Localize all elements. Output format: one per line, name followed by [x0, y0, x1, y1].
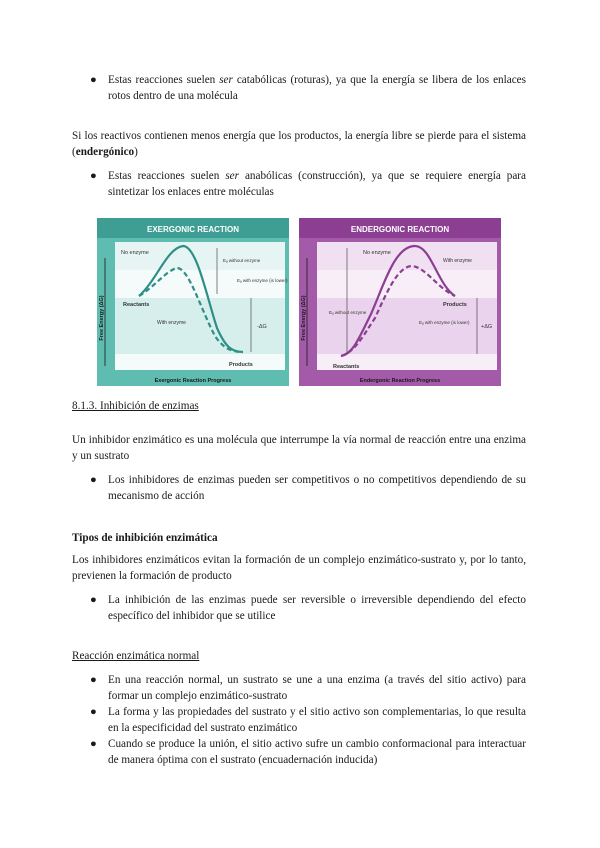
- bullet-marker: ●: [90, 738, 97, 750]
- exergonic-y-label: Free Energy (ΔG): [99, 295, 105, 341]
- text-run: ): [134, 146, 138, 158]
- exergonic-band-top: [115, 242, 285, 270]
- with-enzyme-line: With enzyme: [157, 320, 186, 326]
- endergonic-panel: [299, 218, 501, 386]
- list-item: [90, 704, 526, 736]
- exergonic-with-enzyme-label: [157, 320, 186, 326]
- endergonic-ea-without-label: Eₐ without enzyme: [329, 310, 367, 315]
- emphasis-text: ser: [225, 170, 239, 182]
- bullet-marker: ●: [90, 594, 97, 606]
- endergonic-title: ENDERGONIC REACTION: [350, 225, 450, 234]
- exergonic-delta-g: -ΔG: [257, 324, 267, 330]
- exergonic-ea-with-label: Eₐ with enzyme (is lower): [237, 278, 288, 283]
- text-run: catabólicas (roturas), ya que la energía se libera de los enlaces rotos dentro de una molécula: [108, 74, 526, 102]
- exergonic-no-enzyme-label: No enzyme: [121, 250, 149, 256]
- list-item: [90, 168, 526, 200]
- bullet-marker: ●: [90, 674, 97, 686]
- endergonic-band-mid: [317, 298, 497, 354]
- paragraph: Un inhibidor enzimático es una molécula que interrumpe la vía normal de reacción entre una enzima y un sustrato: [72, 434, 526, 462]
- list-item: [90, 736, 526, 768]
- exergonic-title: EXERGONIC REACTION: [146, 225, 240, 234]
- list-item: [90, 672, 526, 704]
- section-heading: 8.1.3. Inhibición de enzimas: [72, 400, 199, 412]
- endergonic-delta-g: +ΔG: [481, 324, 493, 330]
- section-heading: Tipos de inhibición enzimática: [72, 532, 218, 544]
- list-item: [90, 72, 526, 104]
- section-heading: Reacción enzimática normal: [72, 650, 200, 662]
- bullet-marker: ●: [90, 474, 97, 486]
- list-item-text: Los inhibidores de enzimas pueden ser competitivos o no competitivos dependiendo de su mecanismo de acción: [108, 474, 526, 502]
- text-run: Estas reacciones suelen: [108, 170, 226, 182]
- endergonic-products-label: Products: [443, 302, 467, 308]
- exergonic-x-label: Exergonic Reaction Progress: [154, 378, 232, 384]
- bullet-marker: ●: [90, 706, 97, 718]
- paragraph: Los inhibidores enzimáticos evitan la formación de un complejo enzimático-sustrato y, por lo tanto, previenen la formación de producto: [72, 554, 526, 582]
- emphasis-text: ser: [219, 74, 233, 86]
- list-item-text: Cuando se produce la unión, el sitio activo sufre un cambio conformacional para interactuar de manera óptima con el sustrato (encuadernación inducida): [108, 738, 526, 766]
- bullet-marker: ●: [90, 170, 97, 182]
- text-run: anabólicas (construcción), ya que se requiere energía para sintetizar los enlaces entre moléculas: [108, 170, 527, 198]
- list-item-text: [108, 168, 526, 200]
- text-run: Estas reacciones suelen: [108, 74, 220, 86]
- endergonic-with-enzyme-label: With enzyme: [443, 258, 472, 264]
- endergonic-reactants-label: Reactants: [333, 364, 360, 370]
- energy-diagrams-figure: [97, 218, 501, 386]
- list-item: [90, 592, 526, 624]
- list-item-text: En una reacción normal, un sustrato se une a una enzima (a través del sitio activo) para formar un complejo enzimático-sustrato: [108, 674, 526, 702]
- bullet-marker: ●: [90, 74, 97, 86]
- endergonic-y-label: Free Energy (ΔG): [301, 295, 307, 341]
- energy-diagrams-svg: [97, 218, 501, 386]
- text-run: Si los reactivos contienen menos energía que los productos, la energía libre se pierde para el sistema (: [72, 130, 526, 158]
- list-item-text: La inhibición de las enzimas puede ser reversible o irreversible dependiendo del efecto específico del inhibidor que se utilice: [108, 594, 526, 622]
- bold-term: endergónico: [75, 146, 135, 158]
- exergonic-products-label: Products: [229, 362, 253, 368]
- endergonic-band-top: [317, 242, 497, 270]
- paragraph: [72, 128, 526, 160]
- exergonic-panel: [97, 218, 289, 386]
- list-item-text: [108, 72, 526, 104]
- list-item: [90, 472, 526, 504]
- endergonic-x-label: Endergonic Reaction Progress: [359, 378, 441, 384]
- list-item-text: La forma y las propiedades del sustrato y el sitio activo son complementarias, lo que resulta en la especificidad del sustrato enzimático: [108, 706, 526, 734]
- exergonic-ea-without-label: Eₐ without enzyme: [223, 258, 261, 263]
- exergonic-reactants-label: Reactants: [123, 302, 150, 308]
- endergonic-ea-with-label: Eₐ with enzyme (is lower): [419, 320, 470, 325]
- endergonic-no-enzyme-label: No enzyme: [363, 250, 391, 256]
